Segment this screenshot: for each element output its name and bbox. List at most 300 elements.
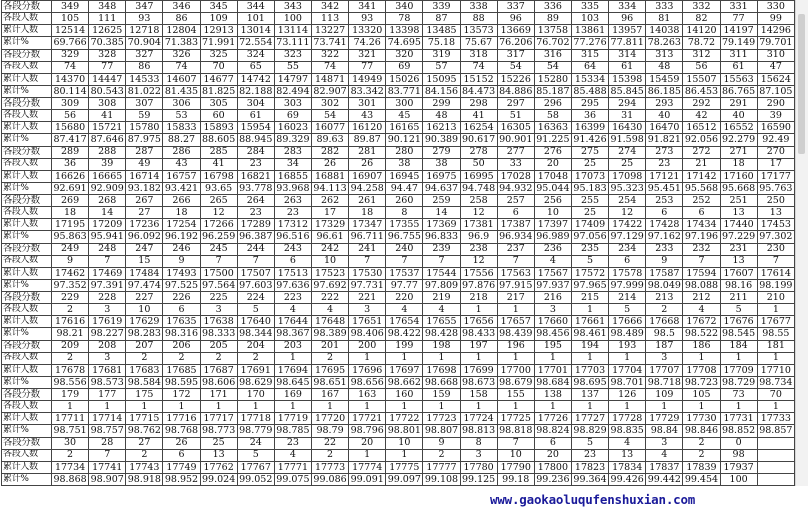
- table-cell: 17691: [237, 364, 274, 376]
- table-cell: 4: [646, 449, 683, 461]
- table-cell: 17837: [646, 461, 683, 473]
- count-row-label: 各段人数: [2, 401, 52, 413]
- table-cell: 94.932: [499, 182, 533, 194]
- table-cell: 1: [423, 352, 460, 364]
- percent-row-label: 累计%: [2, 182, 52, 194]
- table-cell: 1: [274, 352, 311, 364]
- cumulative-row: [2, 219, 795, 231]
- table-cell: 17369: [423, 219, 460, 231]
- table-cell: 1: [126, 401, 163, 413]
- table-cell: 289: [52, 146, 89, 158]
- table-cell: 14197: [720, 25, 757, 37]
- table-cell: 93.182: [127, 182, 161, 194]
- table-cell: 95.044: [536, 182, 570, 194]
- table-cell: 341: [349, 1, 386, 13]
- table-cell: 98.835: [610, 425, 644, 437]
- table-cell: 86.185: [647, 85, 681, 97]
- table-cell: 15226: [497, 73, 534, 85]
- table-cell: 16881: [311, 170, 348, 182]
- table-cell: 95.668: [721, 182, 756, 194]
- count-row-label: 各段人数: [2, 13, 52, 25]
- table-cell: 98.283: [127, 328, 161, 340]
- table-cell: 17834: [609, 461, 646, 473]
- table-cell: 47: [757, 61, 794, 73]
- table-cell: 27: [126, 437, 163, 449]
- table-cell: 70: [200, 61, 237, 73]
- table-cell: 1: [497, 401, 534, 413]
- table-cell: 17098: [609, 170, 646, 182]
- percent-row-label: 累计%: [2, 37, 52, 49]
- table-cell: 15507: [683, 73, 720, 85]
- table-cell: 50: [460, 158, 497, 170]
- table-cell: 17726: [534, 413, 571, 425]
- table-cell: 81.022: [127, 85, 161, 97]
- table-cell: 90.121: [387, 134, 421, 146]
- table-cell: 28: [89, 437, 126, 449]
- table-cell: 260: [386, 195, 423, 207]
- table-cell: 98.439: [499, 328, 533, 340]
- table-cell: 6: [683, 207, 720, 219]
- table-cell: 16470: [646, 122, 683, 134]
- table-cell: 98.668: [424, 376, 459, 388]
- table-cell: 41: [200, 158, 237, 170]
- table-cell: 16665: [89, 170, 126, 182]
- table-cell: 210: [757, 292, 794, 304]
- table-cell: 87.105: [757, 85, 794, 97]
- table-cell: 1: [349, 401, 386, 413]
- table-cell: 98.316: [164, 328, 199, 340]
- table-cell: 236: [534, 243, 571, 255]
- table-cell: 94.748: [461, 182, 496, 194]
- table-cell: 33: [497, 158, 534, 170]
- table-cell: 94.258: [350, 182, 384, 194]
- table-cell: 298: [460, 98, 497, 110]
- table-cell: 82.494: [276, 85, 310, 97]
- table-cell: 17699: [460, 364, 497, 376]
- table-cell: 95.763: [757, 182, 794, 194]
- table-cell: 7: [200, 255, 237, 267]
- table-cell: 89.63: [311, 134, 348, 146]
- table-cell: 48: [646, 61, 683, 73]
- table-cell: 98.595: [164, 376, 199, 388]
- table-cell: 2: [52, 304, 89, 316]
- table-cell: 17644: [274, 316, 311, 328]
- table-cell: 26: [349, 158, 386, 170]
- table-cell: 97.352: [53, 279, 87, 291]
- table-cell: 163: [349, 389, 386, 401]
- table-cell: 93: [349, 13, 386, 25]
- table-cell: 17: [311, 207, 348, 219]
- table-cell: 195: [534, 340, 571, 352]
- table-cell: 13758: [534, 25, 571, 37]
- table-cell: 97.302: [757, 231, 794, 243]
- table-cell: 38: [386, 158, 423, 170]
- table-cell: 45: [386, 110, 423, 122]
- table-cell: 3: [349, 304, 386, 316]
- table-cell: 88.605: [202, 134, 236, 146]
- table-cell: 17780: [460, 461, 497, 473]
- table-cell: 43: [349, 110, 386, 122]
- table-cell: [757, 449, 794, 461]
- table-cell: 349: [52, 1, 89, 13]
- table-cell: 17381: [460, 219, 497, 231]
- table-cell: 3: [89, 352, 126, 364]
- table-cell: 30: [52, 437, 89, 449]
- score-row-label: 各段分数: [2, 340, 52, 352]
- table-cell: 15280: [534, 73, 571, 85]
- table-cell: 247: [126, 243, 163, 255]
- table-cell: 325: [200, 49, 237, 61]
- table-cell: 170: [237, 389, 274, 401]
- table-cell: 18: [720, 158, 757, 170]
- table-cell: 93.65: [200, 182, 237, 194]
- table-cell: 346: [163, 1, 200, 13]
- table-cell: 85.488: [573, 85, 607, 97]
- table-cell: 109: [200, 13, 237, 25]
- table-cell: 17775: [386, 461, 423, 473]
- table-cell: 17422: [609, 219, 646, 231]
- table-cell: 48: [423, 110, 460, 122]
- table-cell: 15026: [386, 73, 423, 85]
- count-row: [2, 110, 795, 122]
- percent-row-label: 累计%: [2, 85, 52, 97]
- table-cell: 92.279: [721, 134, 756, 146]
- table-cell: 15563: [720, 73, 757, 85]
- table-cell: 94.637: [424, 182, 459, 194]
- table-cell: 274: [609, 146, 646, 158]
- table-cell: 96.259: [202, 231, 236, 243]
- cumulative-row-label: 累计人数: [2, 413, 52, 425]
- table-cell: 74.26: [349, 37, 386, 49]
- table-cell: 96.387: [239, 231, 273, 243]
- table-cell: 98.751: [53, 425, 87, 437]
- table-cell: 83.342: [350, 85, 384, 97]
- table-cell: 17484: [126, 267, 163, 279]
- table-cell: 6: [534, 437, 571, 449]
- percent-row: [2, 85, 795, 97]
- table-cell: 99.108: [424, 473, 459, 485]
- table-cell: 331: [720, 1, 757, 13]
- table-cell: 74: [460, 61, 497, 73]
- table-cell: 98.522: [684, 328, 719, 340]
- table-cell: 74.695: [387, 37, 421, 49]
- table-cell: 99: [757, 13, 794, 25]
- table-cell: 84.473: [461, 85, 496, 97]
- table-cell: 186: [683, 340, 720, 352]
- table-cell: 111: [89, 13, 126, 25]
- table-cell: 17661: [571, 316, 608, 328]
- table-cell: 305: [200, 98, 237, 110]
- table-cell: 98.818: [499, 425, 533, 437]
- table-cell: 14797: [274, 73, 311, 85]
- table-cell: 12625: [89, 25, 126, 37]
- table-cell: 100: [274, 13, 311, 25]
- table-cell: 96.516: [276, 231, 310, 243]
- table-cell: 14: [89, 207, 126, 219]
- table-cell: 69.766: [53, 37, 87, 49]
- table-cell: 97.129: [610, 231, 644, 243]
- table-cell: 7: [683, 255, 720, 267]
- vertical-scrollbar[interactable]: [795, 0, 808, 486]
- table-cell: 7: [423, 255, 460, 267]
- table-cell: 17656: [460, 316, 497, 328]
- table-cell: 158: [460, 389, 497, 401]
- table-cell: 1: [757, 401, 794, 413]
- table-cell: 36: [571, 110, 608, 122]
- cumulative-row-label: 累计人数: [2, 122, 52, 134]
- table-cell: 17710: [757, 364, 794, 376]
- table-cell: 91.598: [610, 134, 644, 146]
- table-cell: 73.111: [276, 37, 310, 49]
- table-cell: 99.426: [610, 473, 644, 485]
- table-cell: 226: [163, 292, 200, 304]
- table-cell: 16995: [460, 170, 497, 182]
- table-cell: 339: [423, 1, 460, 13]
- table-cell: 293: [646, 98, 683, 110]
- table-cell: 77.811: [610, 37, 644, 49]
- table-cell: 13861: [571, 25, 608, 37]
- table-cell: 218: [460, 292, 497, 304]
- table-cell: 31: [609, 110, 646, 122]
- score-row: [2, 292, 795, 304]
- table-cell: 80.543: [90, 85, 124, 97]
- table-cell: 17707: [646, 364, 683, 376]
- cumulative-row: [2, 364, 795, 376]
- table-cell: 21: [683, 158, 720, 170]
- table-cell: 98.55: [757, 328, 794, 340]
- table-cell: 93.421: [164, 182, 199, 194]
- table-cell: 92.691: [53, 182, 87, 194]
- table-cell: 17537: [386, 267, 423, 279]
- table-cell: 2: [200, 352, 237, 364]
- table-cell: 17720: [311, 413, 348, 425]
- table-cell: 259: [423, 195, 460, 207]
- table-cell: 345: [200, 1, 237, 13]
- table-cell: 17717: [200, 413, 237, 425]
- table-cell: 98.584: [127, 376, 161, 388]
- table-cell: 273: [646, 146, 683, 158]
- table-cell: 1: [163, 401, 200, 413]
- table-cell: 334: [609, 1, 646, 13]
- table-cell: 17719: [274, 413, 311, 425]
- table-cell: 290: [757, 98, 794, 110]
- table-cell: 222: [311, 292, 348, 304]
- score-row: [2, 437, 795, 449]
- table-cell: 98.813: [461, 425, 496, 437]
- table-cell: 17725: [497, 413, 534, 425]
- table-cell: 264: [237, 195, 274, 207]
- table-cell: 17698: [423, 364, 460, 376]
- table-cell: 92.49: [757, 134, 794, 146]
- table-cell: 99.442: [647, 473, 681, 485]
- table-cell: 171: [200, 389, 237, 401]
- count-row: [2, 13, 795, 25]
- table-cell: 16626: [52, 170, 89, 182]
- table-cell: 15334: [571, 73, 608, 85]
- table-cell: 1: [386, 352, 423, 364]
- table-cell: 258: [460, 195, 497, 207]
- table-cell: 205: [200, 340, 237, 352]
- table-cell: 54: [534, 61, 571, 73]
- score-row: [2, 146, 795, 158]
- count-row: [2, 207, 795, 219]
- table-cell: 16590: [757, 122, 794, 134]
- table-cell: 4: [423, 304, 460, 316]
- table-cell: 17209: [89, 219, 126, 231]
- table-cell: 172: [163, 389, 200, 401]
- table-cell: 12514: [52, 25, 89, 37]
- table-cell: 13485: [423, 25, 460, 37]
- table-cell: 17660: [534, 316, 571, 328]
- table-cell: 283: [274, 146, 311, 158]
- table-cell: 17355: [386, 219, 423, 231]
- table-cell: 240: [386, 243, 423, 255]
- table-cell: 98.801: [387, 425, 421, 437]
- table-cell: 97.77: [386, 279, 423, 291]
- table-cell: 17731: [720, 413, 757, 425]
- table-cell: 17771: [274, 461, 311, 473]
- table-cell: 70.385: [90, 37, 124, 49]
- table-cell: 248: [89, 243, 126, 255]
- table-cell: 39: [89, 158, 126, 170]
- table-cell: 6: [163, 304, 200, 316]
- table-cell: 25: [609, 158, 646, 170]
- table-cell: 17493: [163, 267, 200, 279]
- table-cell: 233: [646, 243, 683, 255]
- table-cell: 79.701: [757, 37, 794, 49]
- table-cell: 16363: [534, 122, 571, 134]
- table-cell: 99.097: [387, 473, 421, 485]
- table-cell: 86: [163, 13, 200, 25]
- table-cell: 17823: [571, 461, 608, 473]
- percent-row-label: 累计%: [2, 231, 52, 243]
- table-cell: 99.125: [461, 473, 496, 485]
- table-cell: 12913: [200, 25, 237, 37]
- table-cell: 61: [720, 61, 757, 73]
- table-cell: 49: [126, 158, 163, 170]
- table-cell: 98.656: [350, 376, 384, 388]
- table-cell: 96.989: [536, 231, 570, 243]
- table-cell: 77: [720, 13, 757, 25]
- table-cell: 332: [683, 1, 720, 13]
- table-cell: 14949: [349, 73, 386, 85]
- table-cell: 263: [274, 195, 311, 207]
- table-cell: 175: [126, 389, 163, 401]
- table-cell: 302: [311, 98, 348, 110]
- table-cell: 16512: [683, 122, 720, 134]
- table-cell: 26: [163, 437, 200, 449]
- table-cell: 309: [52, 98, 89, 110]
- scrollbar-thumb[interactable]: [798, 14, 805, 154]
- table-cell: 9: [423, 437, 460, 449]
- table-cell: 17073: [571, 170, 608, 182]
- table-cell: 25: [571, 207, 608, 219]
- table-cell: 97.965: [573, 279, 607, 291]
- table-cell: 333: [646, 1, 683, 13]
- table-cell: 17578: [609, 267, 646, 279]
- table-cell: 17177: [757, 170, 794, 182]
- table-cell: 98: [720, 449, 757, 461]
- table-cell: 98.796: [350, 425, 384, 437]
- table-cell: 17683: [126, 364, 163, 376]
- table-cell: 14120: [683, 25, 720, 37]
- table-cell: 12: [200, 207, 237, 219]
- table-cell: 17655: [423, 316, 460, 328]
- table-cell: 98.684: [536, 376, 570, 388]
- score-row-label: 各段分数: [2, 146, 52, 158]
- table-cell: 54: [497, 61, 534, 73]
- table-cell: 98.723: [684, 376, 719, 388]
- table-cell: 76.206: [499, 37, 533, 49]
- cumulative-row: [2, 267, 795, 279]
- table-cell: 209: [52, 340, 89, 352]
- score-row: [2, 340, 795, 352]
- table-cell: 17681: [89, 364, 126, 376]
- table-cell: 17563: [497, 267, 534, 279]
- percent-row-label: 累计%: [2, 425, 52, 437]
- table-cell: 312: [683, 49, 720, 61]
- table-cell: 97.731: [350, 279, 384, 291]
- table-cell: 103: [571, 13, 608, 25]
- table-cell: 254: [609, 195, 646, 207]
- table-cell: 25: [571, 158, 608, 170]
- table-cell: 16552: [720, 122, 757, 134]
- table-cell: 17160: [720, 170, 757, 182]
- table-cell: 82.188: [239, 85, 273, 97]
- table-cell: 113: [311, 13, 348, 25]
- table-cell: 17428: [646, 219, 683, 231]
- table-cell: 71.383: [164, 37, 199, 49]
- table-cell: 26: [311, 158, 348, 170]
- table-cell: 255: [571, 195, 608, 207]
- table-cell: 232: [683, 243, 720, 255]
- table-cell: 17700: [497, 364, 534, 376]
- table-cell: 97.229: [721, 231, 756, 243]
- table-cell: 250: [757, 195, 794, 207]
- table-cell: 216: [534, 292, 571, 304]
- table-cell: 315: [571, 49, 608, 61]
- table-cell: 17767: [237, 461, 274, 473]
- table-cell: 17749: [163, 461, 200, 473]
- table-cell: 95.863: [53, 231, 87, 243]
- table-cell: 93.968: [276, 182, 310, 194]
- count-row-label: 各段人数: [2, 352, 52, 364]
- table-cell: 17640: [237, 316, 274, 328]
- percent-row: [2, 231, 795, 243]
- table-cell: 17677: [757, 316, 794, 328]
- table-cell: 5: [609, 304, 646, 316]
- table-cell: 17773: [311, 461, 348, 473]
- table-cell: 95.323: [610, 182, 644, 194]
- cumulative-row: [2, 122, 795, 134]
- table-cell: 96.61: [311, 231, 348, 243]
- table-cell: 93: [126, 13, 163, 25]
- table-cell: 17619: [89, 316, 126, 328]
- table-cell: 98.5: [646, 328, 683, 340]
- table-cell: 196: [497, 340, 534, 352]
- table-cell: 193: [609, 340, 646, 352]
- table-cell: 87: [423, 13, 460, 25]
- table-cell: 17711: [52, 413, 89, 425]
- table-cell: 84.886: [499, 85, 533, 97]
- table-cell: 238: [460, 243, 497, 255]
- table-cell: 257: [497, 195, 534, 207]
- table-cell: 93.778: [239, 182, 273, 194]
- table-cell: 40: [646, 110, 683, 122]
- table-cell: 1: [386, 401, 423, 413]
- table-cell: 99.454: [684, 473, 719, 485]
- table-cell: 96.934: [499, 231, 533, 243]
